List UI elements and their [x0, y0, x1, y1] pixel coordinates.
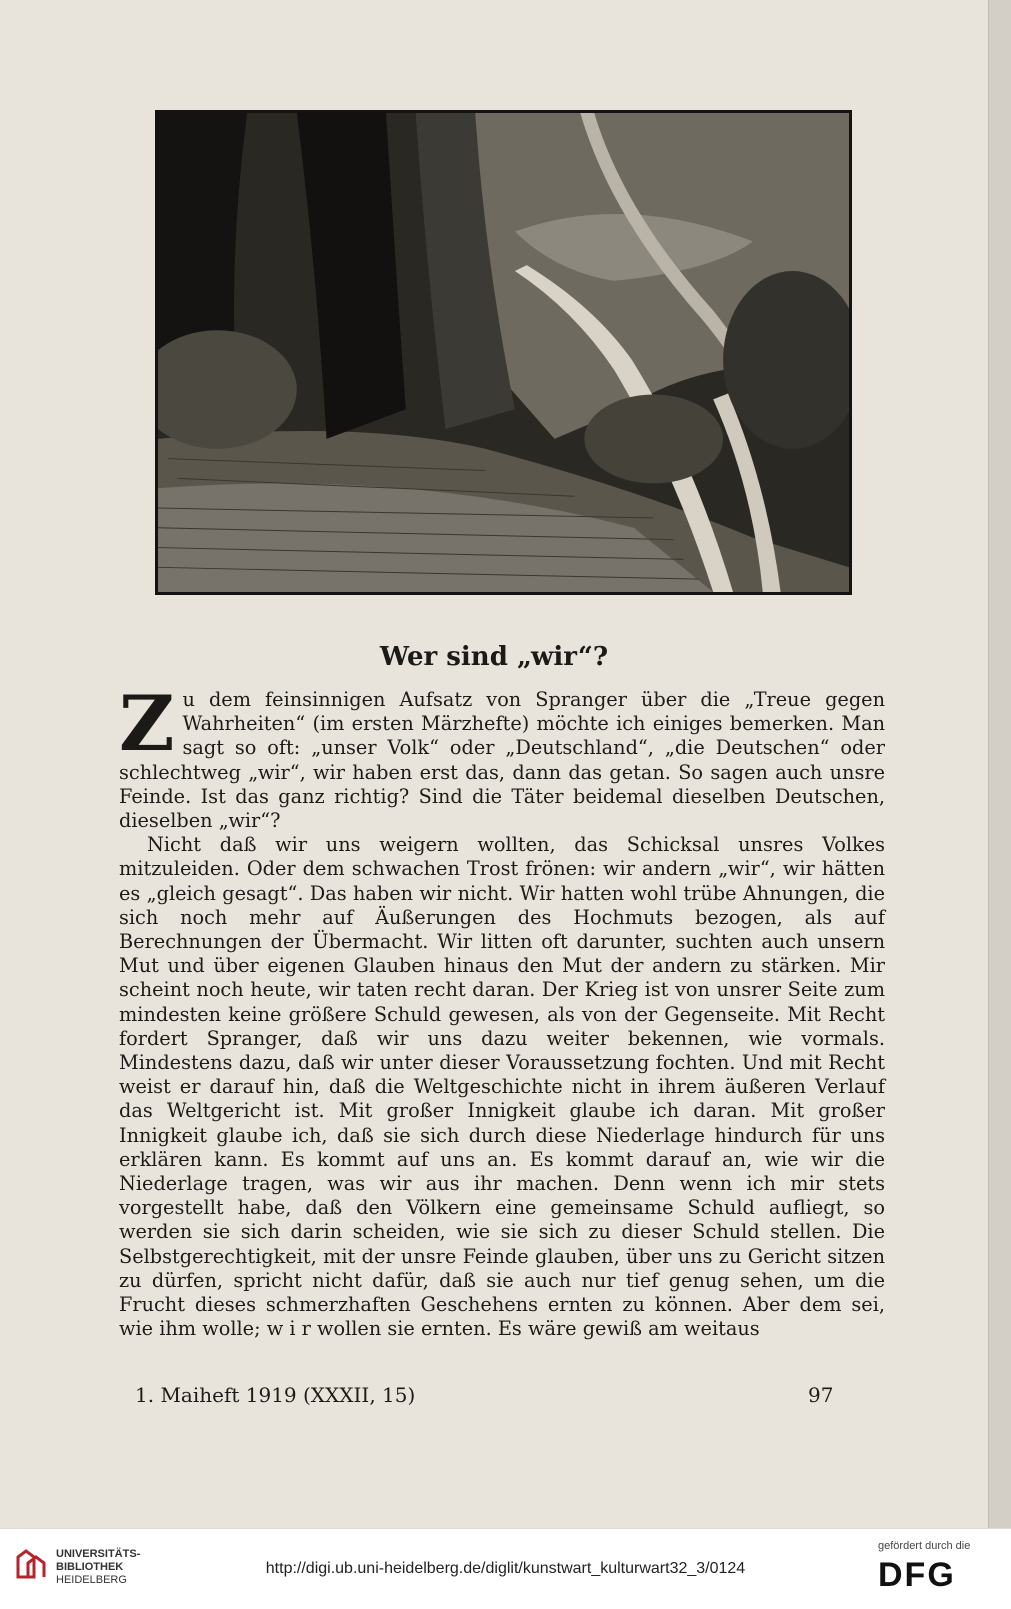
article-title: Wer sind „wir“? [379, 642, 609, 672]
page-number: 97 [808, 1383, 834, 1407]
dfg-logo[interactable]: DFG [878, 1556, 956, 1594]
library-name-line2: BIBLIOTHEK [56, 1561, 124, 1573]
woodcut-forest-illustration [155, 110, 852, 595]
funded-by-label: gefördert durch die [878, 1540, 971, 1552]
next-page-edge [988, 0, 1011, 1528]
issue-reference: 1. Maiheft 1919 (XXXII, 15) [135, 1383, 416, 1407]
library-name-line3: HEIDELBERG [56, 1574, 127, 1586]
drop-cap: Z [119, 679, 175, 768]
library-name-line1: UNIVERSITÄTS- [56, 1548, 141, 1560]
paragraph-1 [119, 679, 885, 833]
paragraph-2: Nicht daß wir uns weigern wollten, das Schicksal unsres Volkes mitzuleiden. Oder dem schwachen Trost frönen: wir andern „wir“, wir hätten es „gleich gesagt“. Das haben wir nicht. Wir hatten wohl trübe Ahnungen, die sich noch mehr auf Äußerungen des Hochmuts bezogen, als auf Berechnungen der Übermacht. Wir litten oft darunter, suchten auch unsern Mut und über eigenen Glauben hinaus den Mut der andern zu stärken. Mir scheint noch heute, wir taten recht daran. Der Krieg ist von unsrer Seite zum mindesten keine größere Schuld gewesen, als von der Gegenseite. Mit Recht fordert Spranger, daß wir uns dazu weiter bekennen, wie vormals. Mindestens dazu, daß wir unter dieser Voraussetzung fochten. Und mit Recht weist er darauf hin, daß die Weltgeschichte nicht in ihrem äußeren Verlauf das Weltgericht ist. Mit großer Innigkeit glaube ich daran. Mit großer Innigkeit glaube ich, daß sie sich durch diese Niederlage hindurch für uns erklären kann. Es kommt auf uns an. Es kommt darauf an, wie wir die Niederlage tragen, was wir aus ihr machen. Denn wenn ich mir stets vorgestellt habe, daß den Völkern eine gemeinsame Schuld aufliegt, so werden sie sich darin scheiden, wie sie sich zu dieser Schuld stellen. Die Selbstgerechtigkeit, mit der unsre Feinde glauben, über uns zu Gericht sitzen zu dürfen, spricht nicht dafür, daß sie auch nur tief genug sehen, um die Frucht dieses schmerzhaften Geschehens ernten zu können. Aber dem sei, wie ihm wolle; w i r wollen sie ernten. Es wäre gewiß am weitaus [119, 833, 885, 1341]
paragraph-1-text: u dem feinsinnigen Aufsatz von Spranger über die „Treue gegen Wahrheiten“ (im ersten Märzhefte) möchte ich einiges bemerken. Man sagt so oft: „unser Volk“ oder „Deutschland“, „die Deutschen“ oder schlechtweg „wir“, wir haben erst das, dann das getan. So sagen auch unsre Feinde. Ist das ganz richtig? Sind die Täter beidemal dieselben Deutschen, dieselben „wir“? [119, 688, 885, 833]
permalink-url[interactable]: http://digi.ub.uni-heidelberg.de/diglit/kunstwart_kulturwart32_3/0124 [265, 1560, 746, 1577]
article-body [119, 679, 885, 1341]
